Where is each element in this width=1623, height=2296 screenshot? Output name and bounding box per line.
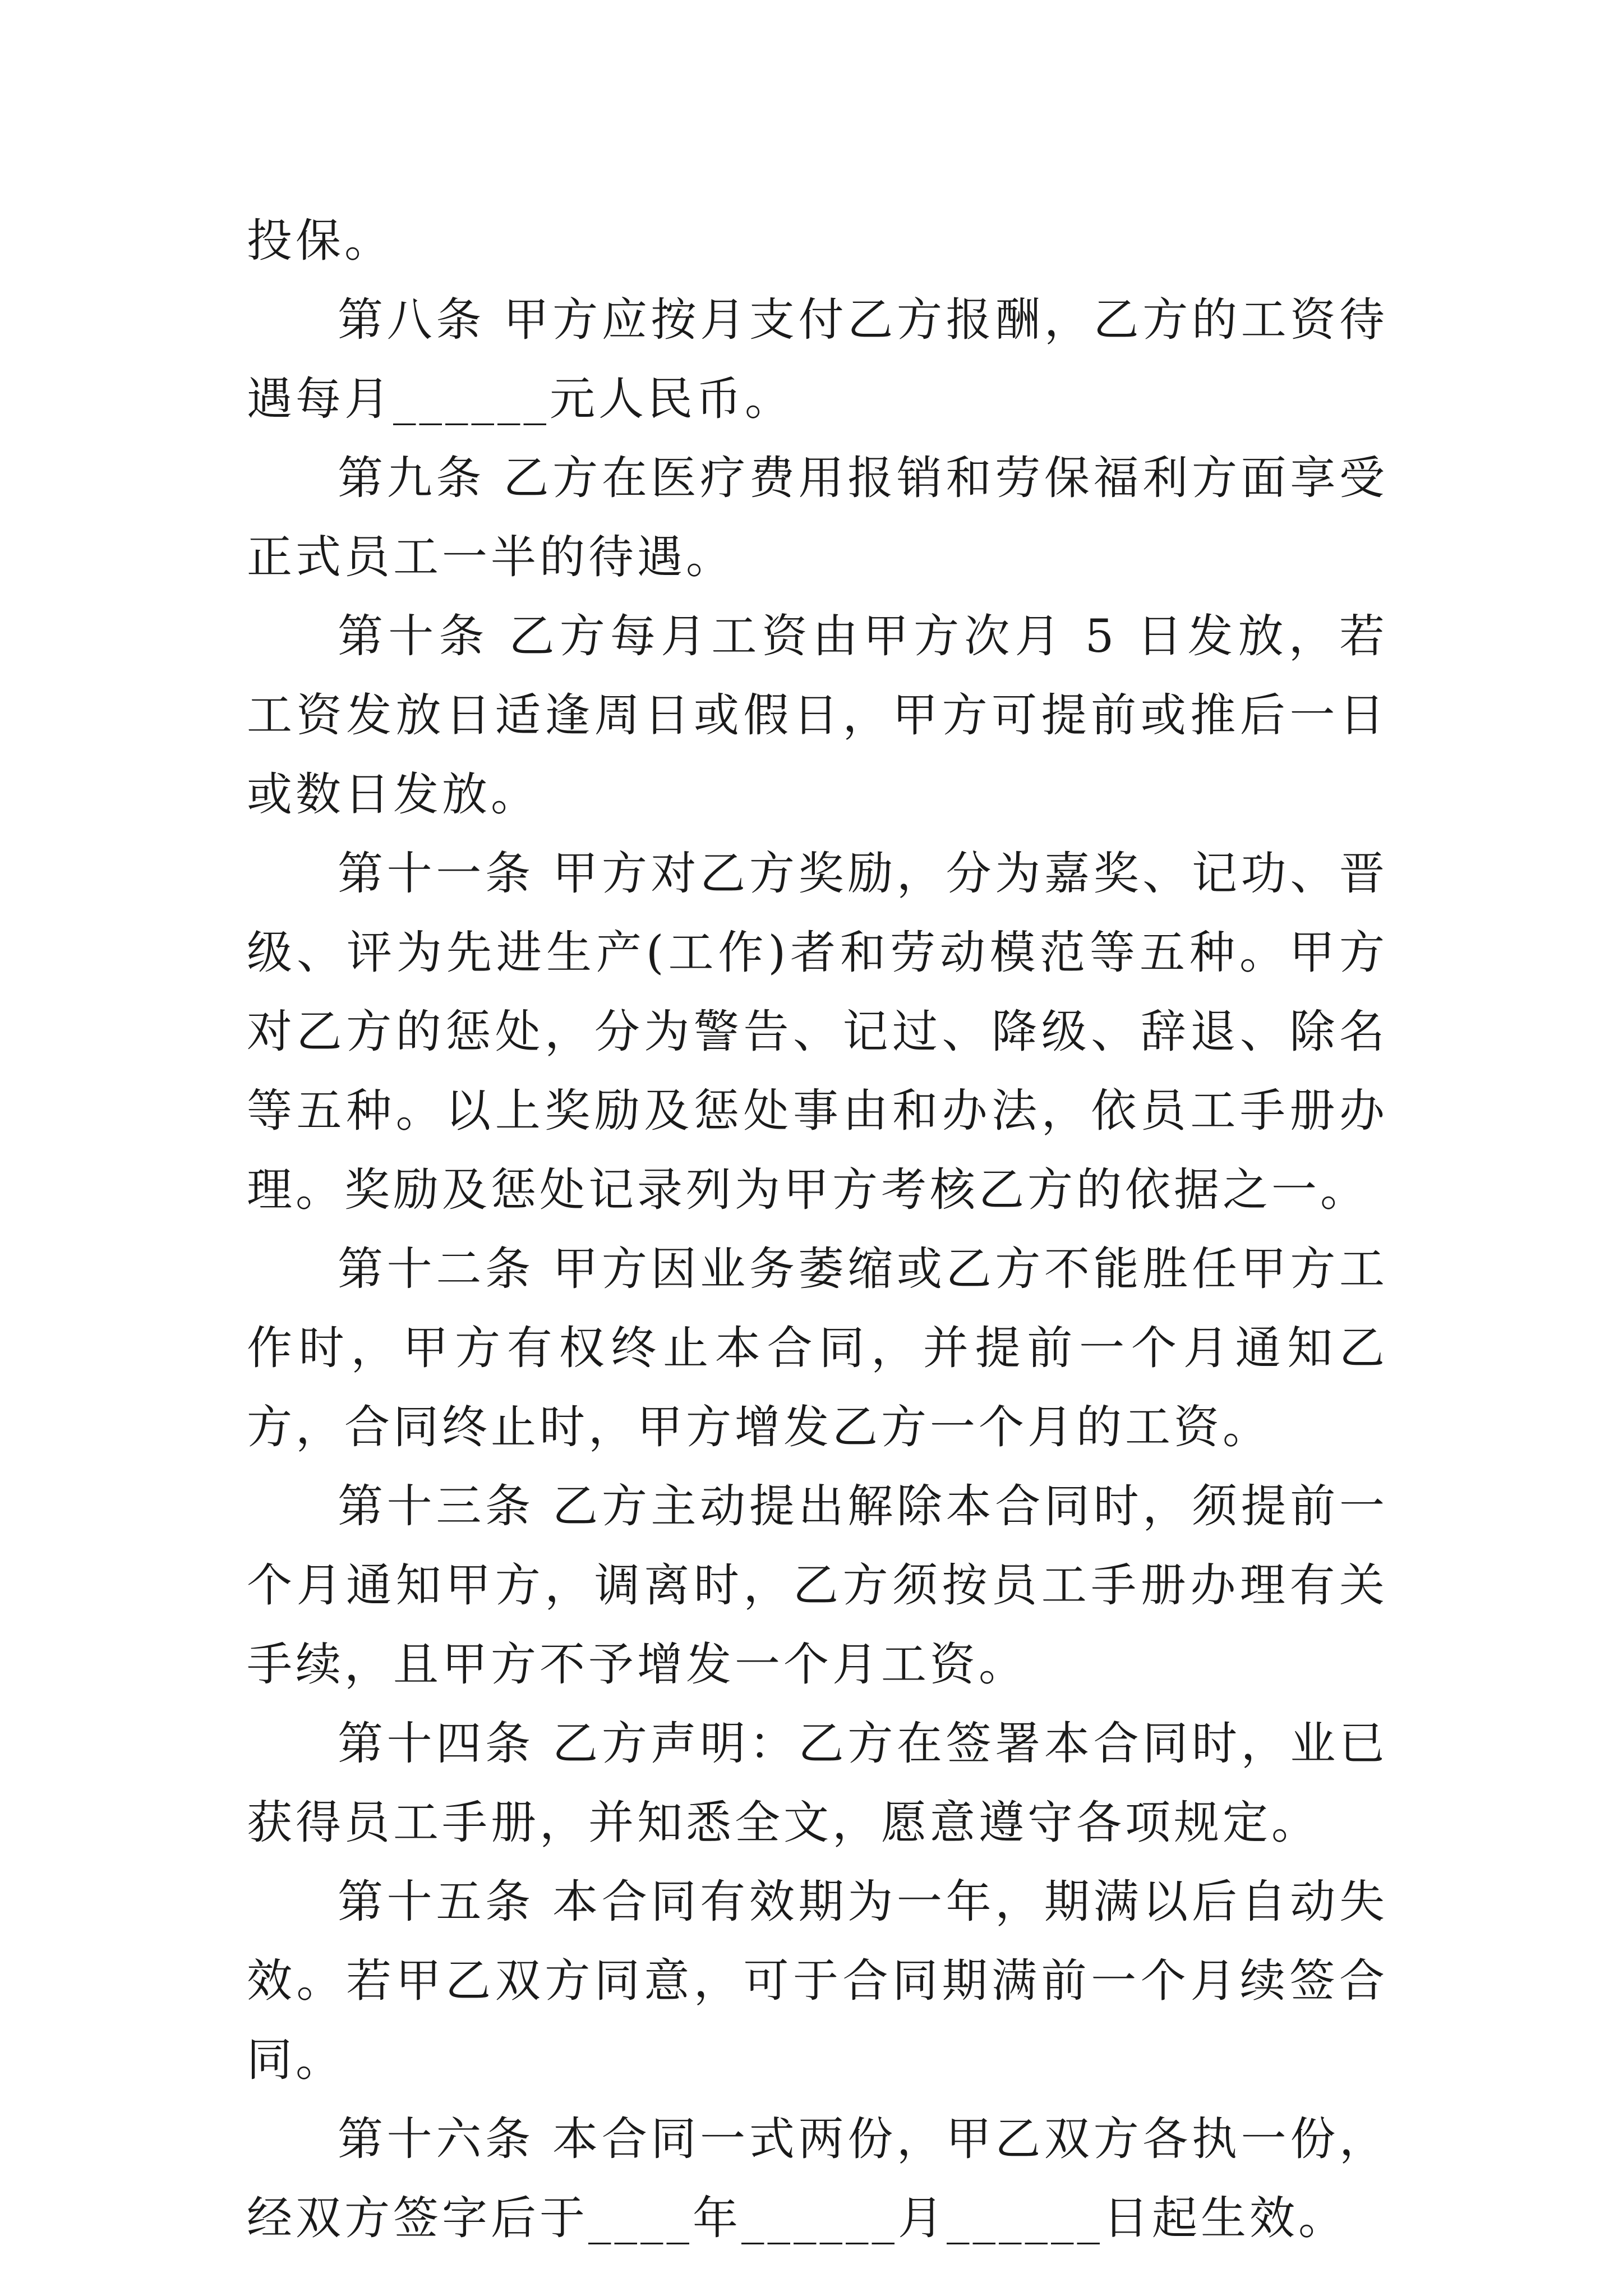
article-14: 第十四条 乙方声明：乙方在签署本合同时，业已获得员工手册，并知悉全文，愿意遵守各项规定。 (247, 1718, 1388, 1849)
paragraph-continuation: 投保。 (247, 215, 394, 268)
article-12: 第十二条 甲方因业务萎缩或乙方不能胜任甲方工作时，甲方有权终止本合同，并提前一个月通知乙方，合同终止时，甲方增发乙方一个月的工资。 (247, 1243, 1388, 1454)
article-15: 第十五条 本合同有效期为一年，期满以后自动失效。若甲乙双方同意，可于合同期满前一个月续签合同。 (247, 1876, 1388, 2087)
document-body (247, 202, 1388, 2258)
article-10: 第十条 乙方每月工资由甲方次月 5 日发放，若工资发放日适逢周日或假日，甲方可提前或推后一日或数日发放。 (247, 610, 1388, 821)
article-11: 第十一条 甲方对乙方奖励，分为嘉奖、记功、晋级、评为先进生产(工作)者和劳动模范等五种。甲方对乙方的惩处，分为警告、记过、降级、辞退、除名等五种。以上奖励及惩处事由和办法，依员工手册办理。奖励及惩处记录列为甲方考核乙方的依据之一。 (247, 848, 1388, 1217)
article-8: 第八条 甲方应按月支付乙方报酬，乙方的工资待遇每月______元人民币。 (247, 294, 1388, 426)
article-9: 第九条 乙方在医疗费用报销和劳保福利方面享受正式员工一半的待遇。 (247, 452, 1388, 584)
article-13: 第十三条 乙方主动提出解除本合同时，须提前一个月通知甲方，调离时，乙方须按员工手册办理有关手续，且甲方不予增发一个月工资。 (247, 1480, 1388, 1691)
article-16: 第十六条 本合同一式两份，甲乙双方各执一份，经双方签字后于____年______月______日起生效。 (247, 2113, 1388, 2245)
